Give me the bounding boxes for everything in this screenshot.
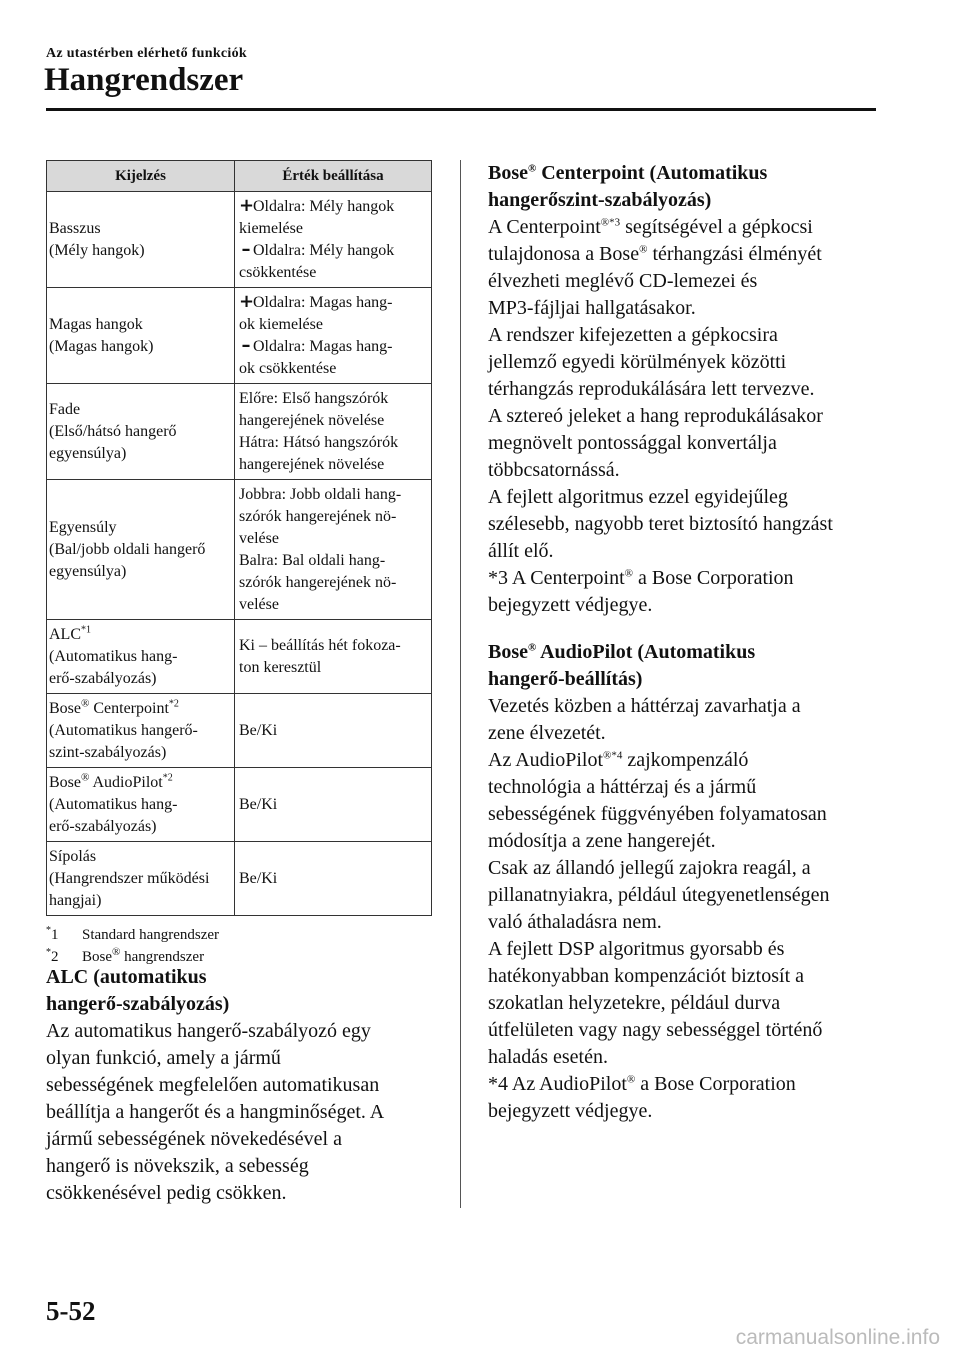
label-after: AudioPilot <box>89 773 163 791</box>
label-line: (Automatikus hang- <box>49 795 178 813</box>
trademark-note: *4 Az AudioPilot <box>488 1073 627 1095</box>
body-line: állít elő. <box>488 540 554 562</box>
body-line: sebességének függvényében folyamatosan <box>488 803 827 825</box>
label-main: Bose <box>49 773 81 791</box>
value-line: csökkentése <box>239 263 317 281</box>
table-row <box>47 694 432 768</box>
body-line: Az automatikus hangerő-szabályozó egy <box>46 1020 371 1042</box>
heading-line: hangerő-beállítás) <box>488 668 643 690</box>
body-line: A fejlett algoritmus ezzel egyidejűleg <box>488 486 788 508</box>
row-value <box>235 192 432 288</box>
footnote-mark: * <box>46 947 51 958</box>
registered-mark: ® <box>528 641 537 654</box>
column-divider <box>460 160 461 1208</box>
row-label <box>47 768 235 842</box>
label-line: Basszus <box>49 219 101 237</box>
heading-main: Bose <box>488 641 528 663</box>
footnote-text-after: hangrendszer <box>120 949 205 965</box>
label-main: Bose <box>49 699 81 717</box>
body-line: olyan funkció, amely a jármű <box>46 1047 281 1069</box>
body-text: zajkompenzáló <box>622 749 749 771</box>
body-line: csökkenésével pedig csökken. <box>46 1182 287 1204</box>
label-line: hangjai) <box>49 891 102 909</box>
section-label: Az utastérben elérhető funkciók <box>46 46 247 61</box>
body-line: A rendszer kifejezetten a gépkocsira <box>488 324 778 346</box>
footnote-ref: *2 <box>162 772 173 784</box>
footnote-ref: *1 <box>81 624 91 636</box>
label-after: Centerpoint <box>89 699 169 717</box>
row-value <box>235 480 432 620</box>
body-line: A fejlett DSP algoritmus gyorsabb és <box>488 938 785 960</box>
trademark-note-line: bejegyzett védjegye. <box>488 594 653 616</box>
row-value <box>235 384 432 480</box>
table-row <box>47 480 432 620</box>
body-line: MP3-fájljai hallgatásakor. <box>488 297 696 319</box>
row-value: Be/Ki <box>235 842 432 916</box>
label-line: erő-szabályozás) <box>49 669 157 687</box>
value-line: Oldalra: Mély hangok <box>253 241 395 259</box>
registered-footnote-mark: ®*4 <box>603 749 623 762</box>
body-line: beállítja a hangerőt és a hangminőséget. A <box>46 1101 385 1123</box>
value-line: ok kiemelése <box>239 315 323 333</box>
table-row <box>47 192 432 288</box>
value-line: kiemelése <box>239 219 303 237</box>
table-header-row <box>47 161 432 192</box>
value-line: Hátra: Hátsó hangszórók <box>239 433 399 451</box>
body-line: Csak az állandó jellegű zajokra reagál, a <box>488 857 811 879</box>
settings-table <box>46 160 432 916</box>
row-label <box>47 480 235 620</box>
body-text: segítségével a gépkocsi <box>620 216 813 238</box>
label-line: Sípolás <box>49 847 97 865</box>
label-line: (Hangrendszer működési <box>49 869 210 887</box>
body-line: térhangzás reprodukálására lett tervezve. <box>488 378 815 400</box>
value-line: szórók hangerejének nö- <box>239 507 397 525</box>
footnote-mark: * <box>46 925 51 936</box>
row-label <box>47 288 235 384</box>
value-line: Előre: Első hangszórók <box>239 389 389 407</box>
label-line: (Mély hangok) <box>49 241 145 259</box>
row-label <box>47 192 235 288</box>
centerpoint-heading <box>488 160 880 214</box>
body-text: térhangzási élményét <box>647 243 822 265</box>
alc-heading <box>46 964 446 1018</box>
plus-icon: + <box>239 290 255 312</box>
label-line: (Bal/jobb oldali hangerő <box>49 540 206 558</box>
registered-mark: ® <box>528 162 537 175</box>
table-row <box>47 288 432 384</box>
label-main: ALC <box>49 625 81 643</box>
body-line: haladás esetén. <box>488 1046 608 1068</box>
label-line: (Magas hangok) <box>49 337 154 355</box>
body-line: jármű sebességének növekedésével a <box>46 1128 342 1150</box>
audiopilot-heading <box>488 639 880 693</box>
row-label <box>47 384 235 480</box>
body-line: szélesebb, nagyobb teret biztosító hangzást <box>488 513 833 535</box>
body-line: jellemző egyedi körülmények közötti <box>488 351 787 373</box>
value-line: Oldalra: Magas hang- <box>253 337 393 355</box>
body-line: módosítja a zene hangerejét. <box>488 830 716 852</box>
label-line: Fade <box>49 400 81 418</box>
body-line: való áthaladásra nem. <box>488 911 662 933</box>
body-line: útfelületen vagy nagy sebességgel történő <box>488 1019 823 1041</box>
trademark-note-line: bejegyzett védjegye. <box>488 1100 653 1122</box>
footnote-text: Standard hangrendszer <box>82 927 220 943</box>
registered-mark: ® <box>81 697 90 710</box>
value-line: ton keresztül <box>239 658 322 676</box>
registered-mark: ® <box>112 946 121 958</box>
heading-main: Bose <box>488 162 528 184</box>
value-line: Oldalra: Mély hangok <box>253 197 395 215</box>
label-line: erő-szabályozás) <box>49 817 157 835</box>
audiopilot-body <box>488 693 880 1125</box>
centerpoint-body <box>488 214 880 619</box>
registered-mark: ® <box>639 243 648 256</box>
minus-icon: – <box>241 334 251 356</box>
table-footnotes <box>46 924 219 968</box>
heading-line: ALC (automatikus <box>46 966 207 988</box>
body-line: sebességének megfelelően automatikusan <box>46 1074 380 1096</box>
table-row <box>47 620 432 694</box>
trademark-note: a Bose Corporation <box>633 567 794 589</box>
alc-body <box>46 1018 446 1207</box>
body-line: Vezetés közben a háttérzaj zavarhatja a <box>488 695 801 717</box>
value-line: Oldalra: Magas hang- <box>253 293 393 311</box>
plus-icon: + <box>239 194 255 216</box>
value-line: velése <box>239 529 279 547</box>
value-line: Balra: Bal oldali hang- <box>239 551 386 569</box>
table-row <box>47 768 432 842</box>
watermark: carmanualsonline.info <box>735 1326 940 1349</box>
registered-mark: ® <box>624 567 634 580</box>
body-text: Az AudioPilot <box>488 749 604 771</box>
row-value: Be/Ki <box>235 694 432 768</box>
body-line: technológia a háttérzaj és a jármű <box>488 776 757 798</box>
footnote-text: Bose <box>82 949 112 965</box>
label-line: szint-szabályozás) <box>49 743 167 761</box>
value-line: hangerejének növelése <box>239 411 385 429</box>
body-line: A sztereó jeleket a hang reprodukálásakor <box>488 405 823 427</box>
section-gap <box>488 619 880 639</box>
label-line: (Automatikus hang- <box>49 647 178 665</box>
centerpoint-section <box>488 160 880 619</box>
page-title: Hangrendszer <box>44 62 244 98</box>
footnote <box>46 924 219 946</box>
label-line: egyensúlya) <box>49 444 127 462</box>
label-line: (Első/hátsó hangerő <box>49 422 177 440</box>
body-line: pillanatnyiakra, például útegyenetlenségen <box>488 884 830 906</box>
heading-line: hangerő-szabályozás) <box>46 993 230 1015</box>
row-label <box>47 842 235 916</box>
heading-rest: Centerpoint (Automatikus <box>536 162 768 184</box>
table-header-value: Érték beállítása <box>235 161 432 192</box>
body-line: megnövelt pontossággal konvertálja <box>488 432 777 454</box>
label-line: (Automatikus hangerő- <box>49 721 198 739</box>
table-header-display: Kijelzés <box>47 161 235 192</box>
value-line: hangerejének növelése <box>239 455 385 473</box>
label-line: egyensúlya) <box>49 562 127 580</box>
body-line: hangerő is növekszik, a sebesség <box>46 1155 309 1177</box>
registered-mark: ® <box>626 1073 636 1086</box>
value-line: velése <box>239 595 279 613</box>
table-row <box>47 384 432 480</box>
audiopilot-section <box>488 639 880 1125</box>
registered-footnote-mark: ®*3 <box>600 216 621 229</box>
value-line: szórók hangerejének nö- <box>239 573 397 591</box>
row-label <box>47 694 235 768</box>
page-number: 5-52 <box>46 1296 96 1326</box>
right-column <box>488 160 880 1125</box>
alc-section <box>46 964 446 1207</box>
body-line: szokatlan helyzetekre, például durva <box>488 992 781 1014</box>
row-value: Be/Ki <box>235 768 432 842</box>
value-line: Jobbra: Jobb oldali hang- <box>239 485 402 503</box>
row-label <box>47 620 235 694</box>
label-line: Magas hangok <box>49 315 143 333</box>
footnote-number: 2 <box>51 949 59 965</box>
table-row <box>47 842 432 916</box>
trademark-note: *3 A Centerpoint <box>488 567 625 589</box>
label-line: Egyensúly <box>49 518 117 536</box>
footnote-number: 1 <box>51 927 59 943</box>
body-line: hatékonyabban kompenzációt biztosít a <box>488 965 805 987</box>
title-rule <box>46 108 876 111</box>
body-line: élvezheti meglévő CD-lemezei és <box>488 270 758 292</box>
trademark-note: a Bose Corporation <box>635 1073 796 1095</box>
body-text: A Centerpoint <box>488 216 601 238</box>
value-line: ok csökkentése <box>239 359 337 377</box>
heading-line: hangerőszint-szabályozás) <box>488 189 712 211</box>
row-value <box>235 288 432 384</box>
registered-mark: ® <box>81 771 90 784</box>
minus-icon: – <box>241 238 251 260</box>
value-line: Ki – beállítás hét fokoza- <box>239 636 401 654</box>
body-text: tulajdonosa a Bose <box>488 243 640 265</box>
body-line: zene élvezetét. <box>488 722 606 744</box>
row-value <box>235 620 432 694</box>
body-line: többcsatornássá. <box>488 459 620 481</box>
heading-rest: AudioPilot (Automatikus <box>536 641 756 663</box>
footnote-ref: *2 <box>168 698 179 710</box>
